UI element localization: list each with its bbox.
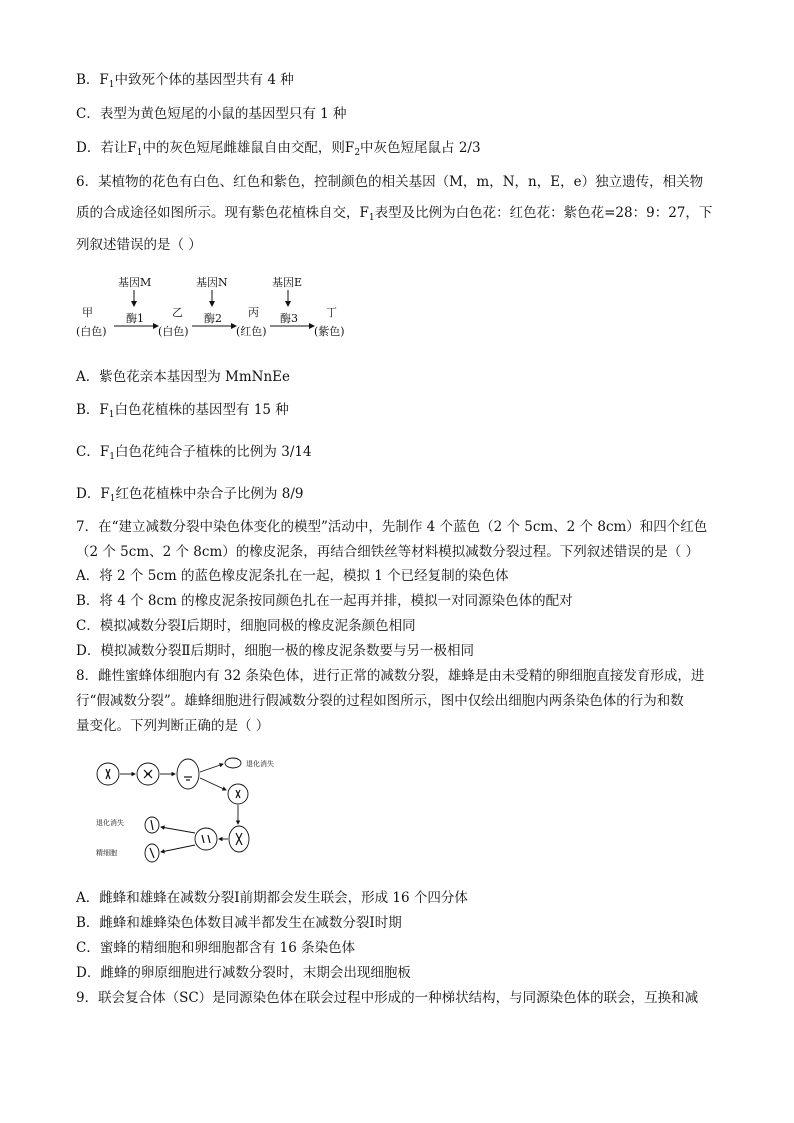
q6-stem-line3: 列叙述错误的是（ ）	[76, 237, 202, 253]
enzyme-1: 酶1	[126, 312, 144, 325]
q8-option-b: B．雌蜂和雄蜂染色体数目减半都发生在减数分裂Ⅰ时期	[76, 915, 402, 931]
q8-option-c: C．蜜蜂的精细胞和卵细胞都含有 16 条染色体	[76, 940, 356, 956]
q8-stem-line3: 量变化。下列判断正确的是（ ）	[76, 718, 270, 734]
q7-stem-line2: （2 个 5cm、2 个 8cm）的橡皮泥条，再结合细铁丝等材料模拟减数分裂过程。下列叙述错误的是（ ）	[76, 544, 700, 560]
cell-6	[195, 828, 217, 850]
label-sperm: 精细胞	[96, 849, 117, 857]
q5-option-b: B．$F_1$中致死个体的基因型共有 4 种	[76, 72, 294, 90]
q8-option-a: A．雌蜂和雄蜂在减数分裂Ⅰ前期都会发生联会，形成 16 个四分体	[76, 890, 468, 906]
color-jia: (白色)	[76, 325, 107, 338]
enzyme-3: 酶3	[280, 312, 298, 325]
q7-option-c: C．模拟减数分裂Ⅰ后期时，细胞同极的橡皮泥条颜色相同	[76, 618, 416, 634]
color-yi: (白色)	[158, 325, 189, 338]
q9-stem-line1: 9．联会复合体（SC）是同源染色体在联会过程中形成的一种梯状结构，与同源染色体的联会，互换和减	[76, 990, 699, 1006]
q6-option-b: B．$F_1$白色花植株的基因型有 15 种	[76, 402, 289, 420]
q7-option-a: A．将 2 个 5cm 的蓝色橡皮泥条扎在一起，模拟 1 个已经复制的染色体	[76, 568, 509, 584]
q6-stem-line2: 质的合成途径如图所示。现有紫色花植株自交，$F_1$表型及比例为白色花：红色花：紫色花=28：9：27，下	[76, 205, 713, 223]
degenerated-bud-top	[225, 758, 241, 768]
drone-meiosis-diagram	[96, 755, 296, 865]
color-ding: (紫色)	[314, 325, 345, 338]
q8-stem-line2: 行“假减数分裂”。雄蜂细胞进行假减数分裂的过程如图所示，图中仅绘出细胞内两条染色体的行为和数	[76, 693, 684, 709]
substance-yi: 乙	[172, 306, 183, 319]
label-degenerate-left: 退化消失	[96, 819, 124, 827]
q8-stem-line1: 8．雌性蜜蜂体细胞内有 32 条染色体，进行正常的减数分裂，雄蜂是由未受精的卵细胞直接发育形成，进	[76, 668, 705, 684]
q8-option-d: D．雌蜂的卵原细胞进行减数分裂时，末期会出现细胞板	[76, 965, 411, 981]
q6-option-c: C．$F_1$白色花纯合子植株的比例为 3/14	[76, 444, 312, 462]
enzyme-2: 酶2	[204, 312, 222, 325]
gene-e-label: 基因E	[272, 276, 303, 289]
substance-bing: 丙	[248, 306, 259, 319]
q7-option-d: D．模拟减数分裂Ⅱ后期时，细胞一极的橡皮泥条数要与另一极相同	[76, 643, 474, 659]
gene-m-label: 基因M	[118, 276, 152, 289]
color-bing: (红色)	[236, 325, 267, 338]
q6-option-d: D．$F_1$红色花植株中杂合子比例为 8/9	[76, 486, 304, 504]
q5-option-c: C．表型为黄色短尾的小鼠的基因型只有 1 种	[76, 106, 347, 122]
q7-option-b: B．将 4 个 8cm 的橡皮泥条按同颜色扎在一起再并排，模拟一对同源染色体的配对	[76, 593, 573, 609]
pathway-diagram	[76, 272, 366, 344]
q6-stem-line1: 6．某植物的花色有白色、红色和紫色，控制颜色的相关基因（M，m，N，n，E，e）独立遗传，相关物	[76, 174, 704, 190]
cell-3	[177, 759, 199, 789]
substance-jia: 甲	[82, 306, 93, 319]
q6-option-a: A．紫色花亲本基因型为 MmNnEe	[76, 369, 291, 385]
label-degenerate-top: 退化消失	[246, 760, 274, 768]
substance-ding: 丁	[326, 306, 337, 319]
gene-n-label: 基因N	[196, 276, 228, 289]
q5-option-d: D．若让$F_1$中的灰色短尾雌雄鼠自由交配，则$F_2$中灰色短尾鼠占 2/3	[76, 140, 481, 158]
q7-stem-line1: 7．在“建立减数分裂中染色体变化的模型”活动中，先制作 4 个蓝色（2 个 5cm、2 个 8cm）和四个红色	[76, 519, 708, 535]
